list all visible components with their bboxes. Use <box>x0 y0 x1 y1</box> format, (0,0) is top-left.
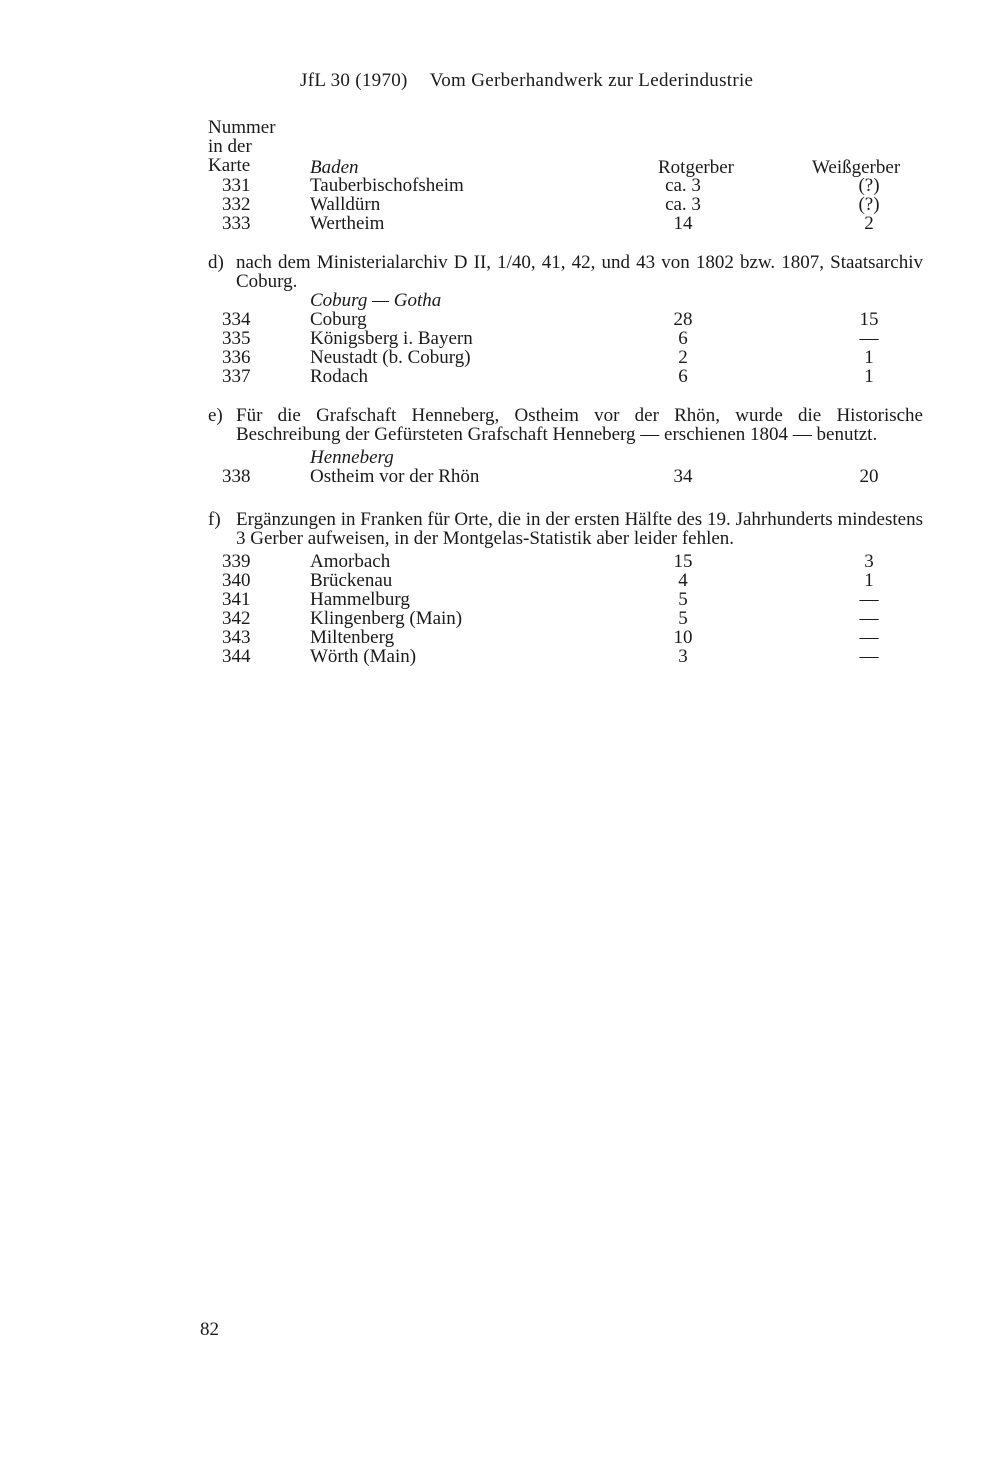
section-title-henneberg: Henneberg <box>310 447 394 468</box>
section-title-coburg-gotha: Coburg — Gotha <box>310 290 442 311</box>
table-row: 336 Neustadt (b. Coburg) 2 1 <box>222 347 874 368</box>
table-row: 341 Hammelburg 5 — <box>222 589 879 610</box>
table-baden <box>208 176 923 233</box>
section-title-baden: Baden <box>310 157 359 178</box>
column-header-number: Nummer in der Karte <box>208 117 276 176</box>
running-header <box>300 70 753 92</box>
column-header-rotgerber: Rotgerber <box>658 157 734 178</box>
table-row: 335 Königsberg i. Bayern 6 — <box>222 328 879 349</box>
section-marker: f) <box>208 509 221 530</box>
column-header-weissgerber: Weißgerber <box>812 157 901 178</box>
section-d-text: d) nach dem Ministerialarchiv D II, 1/40, 41, 42, und 43 von 1802 bzw. 1807, Staatsarchiv Coburg. <box>208 252 923 292</box>
table-henneberg <box>208 467 923 486</box>
table-row: 338 Ostheim vor der Rhön 34 20 <box>222 466 879 487</box>
section-f-text: f) Ergänzungen in Franken für Orte, die in der ersten Hälfte des 19. Jahrhunderts mindestens 3 Gerber aufweisen, in der Montgelas-Statistik aber leider fehlen. <box>208 509 923 549</box>
section-marker: e) <box>208 405 223 426</box>
journal-reference: JfL 30 (1970) <box>300 70 408 91</box>
section-e-text: e) Für die Grafschaft Henneberg, Ostheim vor der Rhön, wurde die Historische Beschreibung der Gefürsteten Grafschaft Henneberg — erschienen 1804 — benutzt. <box>208 405 923 445</box>
article-title: Vom Gerberhandwerk zur Lederindustrie <box>429 70 754 91</box>
page-number: 82 <box>200 1319 219 1340</box>
table-row: 343 Miltenberg 10 — <box>222 627 879 648</box>
table-row: 337 Rodach 6 1 <box>222 366 874 387</box>
section-marker: d) <box>208 252 224 273</box>
table-row: 342 Klingenberg (Main) 5 — <box>222 608 879 629</box>
table-row: 340 Brückenau 4 1 <box>222 570 874 591</box>
table-row: 334 Coburg 28 15 <box>222 309 879 330</box>
table-row: 339 Amorbach 15 3 <box>222 551 874 572</box>
table-row: 344 Wörth (Main) 3 — <box>222 646 879 667</box>
table-row: 331 Tauberbischofsheim ca. 3 (?) <box>222 175 880 196</box>
table-header <box>208 118 923 176</box>
table-row: 332 Walldürn ca. 3 (?) <box>222 194 880 215</box>
table-franken <box>208 552 923 666</box>
table-row: 333 Wertheim 14 2 <box>222 213 874 234</box>
page-content <box>208 118 923 666</box>
table-coburg-gotha <box>208 310 923 386</box>
